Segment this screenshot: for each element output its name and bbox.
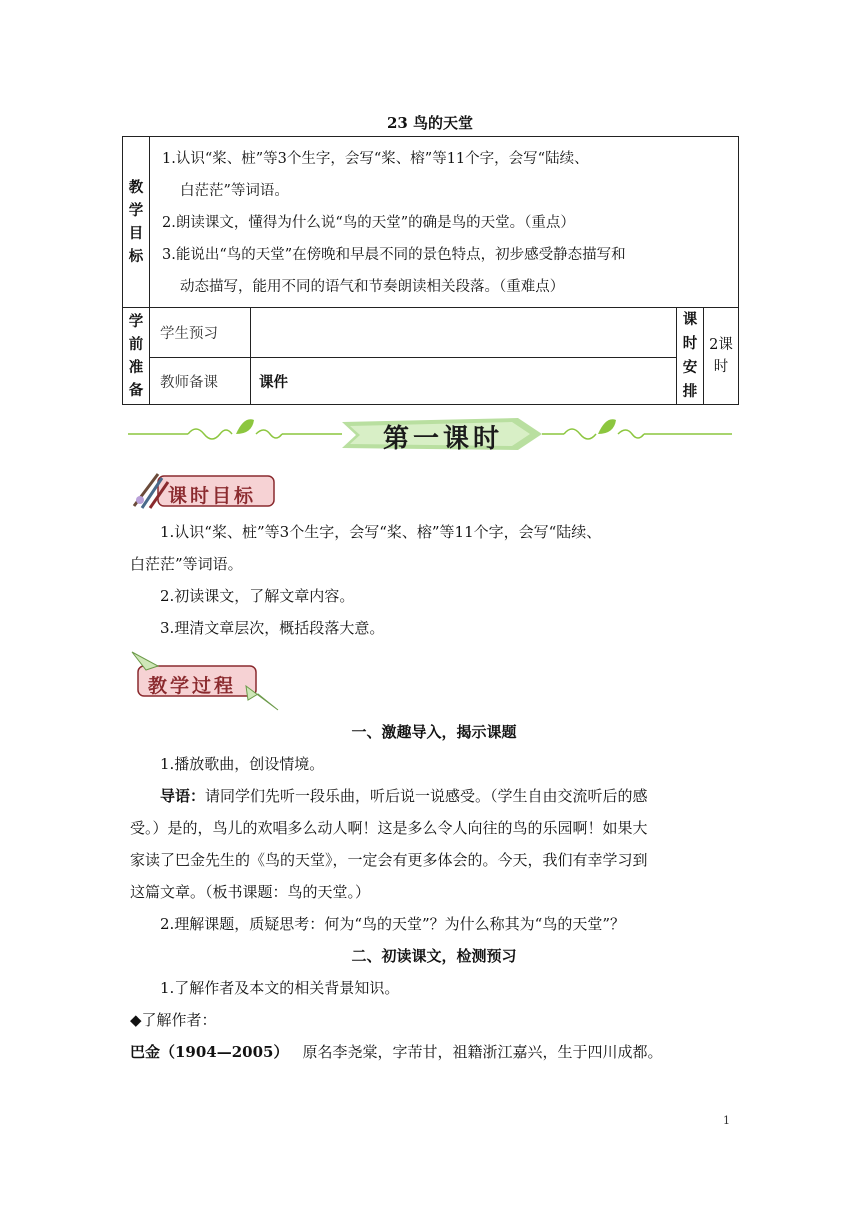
goal-item: 3.理清文章层次，概括段落大意。 bbox=[160, 619, 385, 637]
section-heading: 一、激趣导入，揭示课题 bbox=[351, 723, 517, 741]
leaf-icon bbox=[236, 419, 254, 434]
process-section-body bbox=[130, 716, 738, 1068]
goal-line: 白茫茫”等词语。 bbox=[180, 183, 289, 199]
lead-label: 导语： bbox=[160, 787, 206, 805]
goal-line: 3.能说出“鸟的天堂”在傍晚和早晨不同的景色特点，初步感受静态描写和 bbox=[162, 247, 626, 263]
teacher-prep-value: 课件 bbox=[251, 358, 677, 405]
student-prep-label: 学生预习 bbox=[150, 308, 251, 358]
goal-label: 教学目标 bbox=[123, 137, 150, 308]
goal-item: 2.初读课文，了解文章内容。 bbox=[160, 587, 355, 605]
paragraph: 1.播放歌曲，创设情境。 bbox=[160, 755, 325, 773]
paragraph-line: 受。）是的，鸟儿的欢唱多么动人啊！这是多么令人向往的鸟的乐园啊！如果大 bbox=[130, 819, 648, 837]
goal-item: 1.认识“桨、桩”等3个生字，会写“桨、榕”等11个字，会写“陆续、 bbox=[160, 523, 602, 541]
lesson-banner bbox=[128, 408, 732, 460]
schedule-label: 课时安排 bbox=[677, 308, 704, 405]
paragraph-text: 请同学们先听一段乐曲，听后说一说感受。（学生自由交流听后的感 bbox=[205, 787, 648, 805]
goal-line: 2.朗读课文，懂得为什么说“鸟的天堂”的确是鸟的天堂。（重点） bbox=[162, 215, 575, 231]
author-name: 巴金（1904—2005） bbox=[130, 1043, 289, 1061]
goal-item: 白茫茫”等词语。 bbox=[130, 555, 243, 573]
author-line bbox=[130, 1036, 738, 1068]
goal-line: 1.认识“桨、桩”等3个生字，会写“桨、榕”等11个字，会写“陆续、 bbox=[162, 151, 589, 167]
paragraph: 1.了解作者及本文的相关背景知识。 bbox=[160, 979, 400, 997]
banner-title: 第一课时 bbox=[382, 424, 503, 454]
author-info: 原名李尧棠，字芾甘，祖籍浙江嘉兴，生于四川成都。 bbox=[302, 1043, 663, 1061]
leaf-icon bbox=[598, 419, 616, 434]
prep-label: 学前准备 bbox=[123, 308, 150, 405]
student-prep-value bbox=[251, 308, 677, 358]
lesson-plan-table bbox=[122, 136, 739, 405]
schedule-value: 2课时 bbox=[704, 308, 739, 405]
goal-line: 动态描写，能用不同的语气和节奏朗读相关段落。（重难点） bbox=[180, 279, 565, 295]
teacher-prep-label: 教师备课 bbox=[150, 358, 251, 405]
goal-list bbox=[150, 137, 739, 308]
section-heading: 二、初读课文，检测预习 bbox=[351, 947, 517, 965]
goals-section-body bbox=[130, 516, 738, 644]
goals-section-label bbox=[128, 470, 278, 510]
process-section-title: 教学过程 bbox=[148, 675, 237, 697]
paragraph bbox=[130, 780, 738, 812]
page-number: 1 bbox=[723, 1114, 730, 1127]
goals-section-title: 课时目标 bbox=[168, 485, 257, 507]
process-section-label bbox=[128, 650, 280, 712]
paragraph-line: 家读了巴金先生的《鸟的天堂》，一定会有更多体会的。今天，我们有幸学习到 bbox=[130, 851, 648, 869]
page-title: 23 鸟的天堂 bbox=[386, 114, 474, 132]
paragraph: ◆了解作者： bbox=[130, 1011, 217, 1029]
paragraph-line: 这篇文章。（板书课题：鸟的天堂。） bbox=[130, 883, 371, 901]
paragraph: 2.理解课题，质疑思考：何为“鸟的天堂”？为什么称其为“鸟的天堂”？ bbox=[160, 915, 625, 933]
